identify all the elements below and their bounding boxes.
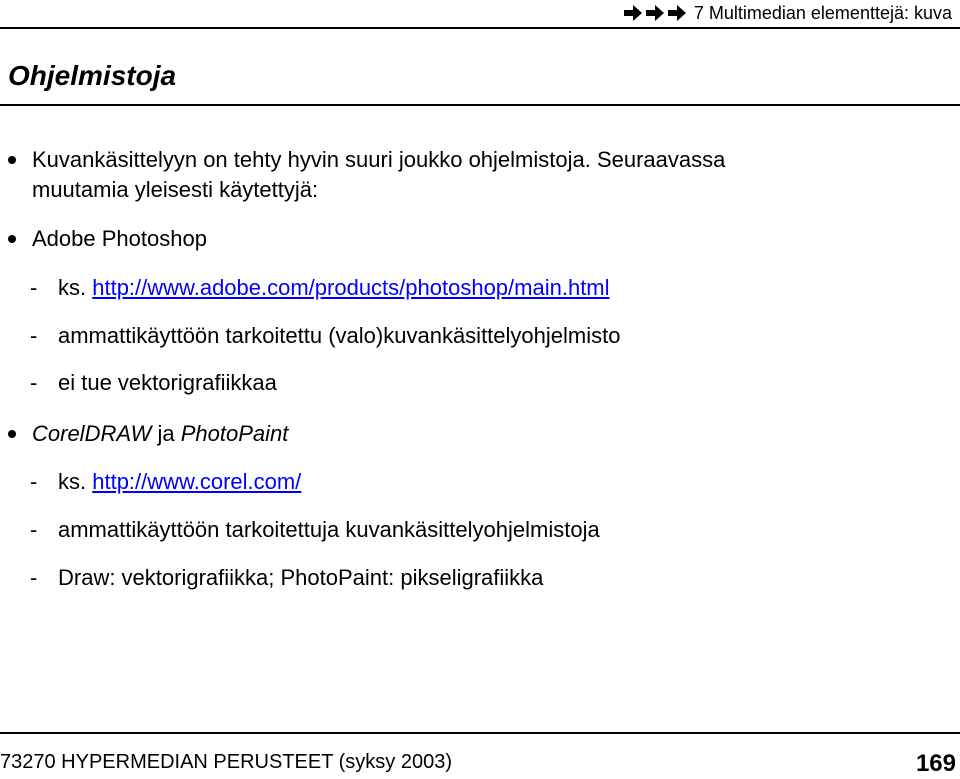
corel-item-1: ammattikäyttöön tarkoitettuja kuvankäsittelyohjelmistoja xyxy=(58,517,600,542)
chapter-title: 7 Multimedian elementtejä: kuva xyxy=(693,3,952,23)
intro-line-1: Kuvankäsittelyyn on tehty hyvin suuri joukko ohjelmistoja. Seuraavassa xyxy=(32,147,726,172)
dash: - xyxy=(30,323,38,348)
photoshop-heading: Adobe Photoshop xyxy=(32,226,207,251)
dash: - xyxy=(30,275,38,300)
corel-link-row xyxy=(58,467,301,497)
photopaint-name: PhotoPaint xyxy=(180,421,289,446)
dash: - xyxy=(30,469,38,494)
dash: - xyxy=(30,517,38,542)
intro-line-2: muutamia yleisesti käytettyjä: xyxy=(32,177,319,202)
photoshop-link-row xyxy=(58,273,610,303)
photoshop-link[interactable]: http://www.adobe.com/products/photoshop/main.html xyxy=(92,275,610,300)
page-number: 169 xyxy=(915,750,956,777)
bullet-dot xyxy=(8,156,16,164)
corel-item-2: Draw: vektorigrafiikka; PhotoPaint: pikseligrafiikka xyxy=(58,565,544,590)
coreldraw-name: CorelDRAW xyxy=(32,421,152,446)
photoshop-item-2: ei tue vektorigrafiikkaa xyxy=(58,370,277,395)
course-name: 73270 HYPERMEDIAN PERUSTEET (syksy 2003) xyxy=(0,751,453,773)
photoshop-item-1: ammattikäyttöön tarkoitettu (valo)kuvankäsittelyohjelmisto xyxy=(58,323,621,348)
ks-prefix: ks. xyxy=(58,469,93,494)
page-title: Ohjelmistoja xyxy=(8,60,177,91)
corel-join: ja xyxy=(151,421,181,446)
bullet-dot xyxy=(8,430,16,438)
bullet-dot xyxy=(8,235,16,243)
footer-divider xyxy=(0,732,960,734)
dash: - xyxy=(30,565,38,590)
dash: - xyxy=(30,370,38,395)
ks-prefix: ks. xyxy=(58,275,93,300)
corel-heading xyxy=(32,419,288,449)
corel-link[interactable]: http://www.corel.com/ xyxy=(92,469,302,494)
